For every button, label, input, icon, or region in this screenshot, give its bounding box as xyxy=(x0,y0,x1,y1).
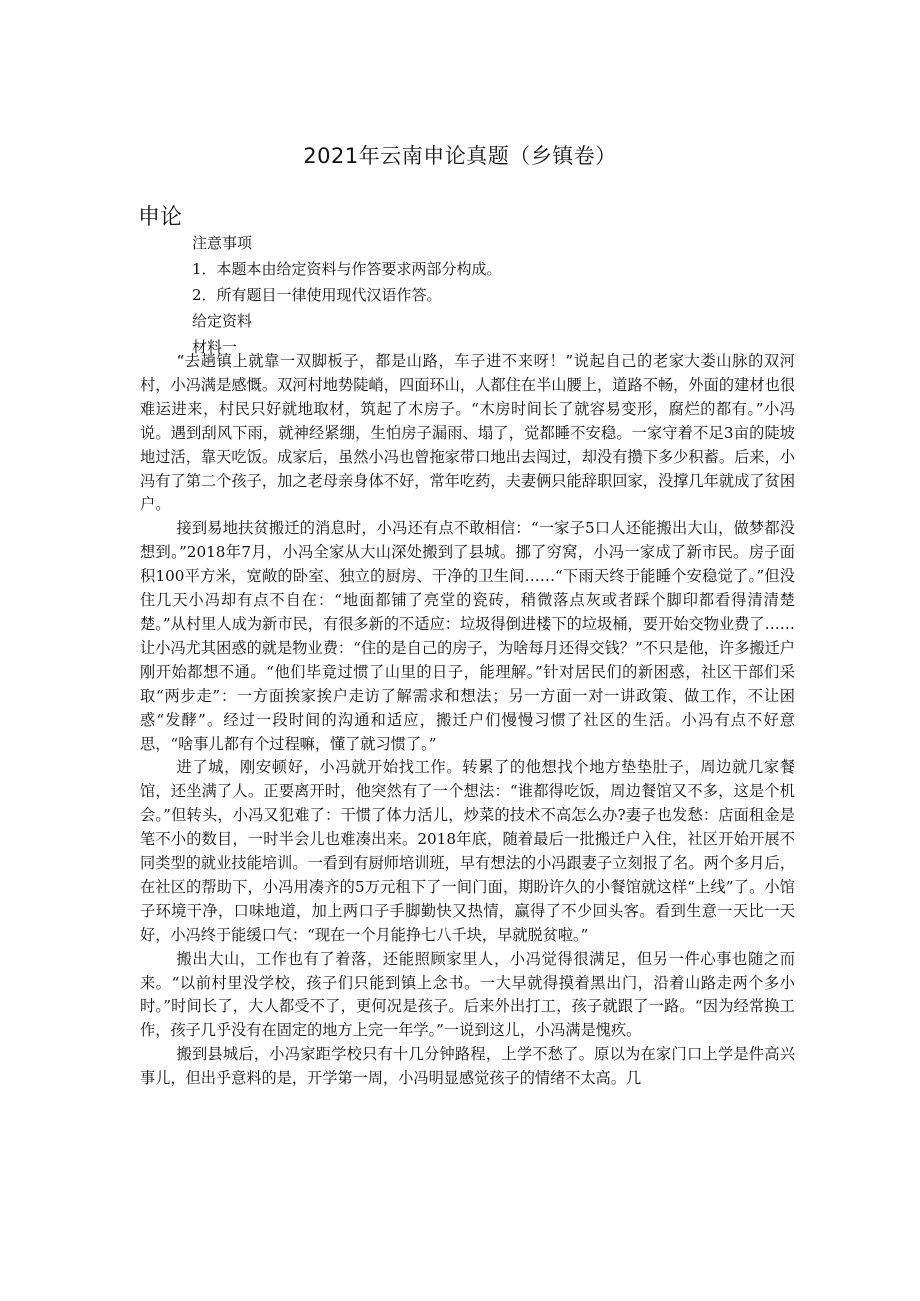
material-one-heading: 材料一 xyxy=(192,338,238,356)
notes-heading: 注意事项 xyxy=(192,234,253,252)
note-item-2: 2．所有题目一律使用现代汉语作答。 xyxy=(192,286,442,304)
paragraph: 搬出大山，工作也有了着落，还能照顾家里人，小冯觉得很满足，但另一件心事也随之而来。“以前村里没学校，孩子们只能到镇上念书。一大早就得摸着黑出门，沿着山路走两个多小时。”时间长了，大人都受不了，更何况是孩子。后来外出打工，孩子就跟了一路。“因为经常换工作，孩子几乎没有在固定的地方上完一年学。”一说到这儿，小冯满是愧疚。 xyxy=(140,949,795,1040)
paragraph: 搬到县城后，小冯家距学校只有十几分钟路程，上学不愁了。原以为在家门口上学是件高兴事儿，但出乎意料的是，开学第一周，小冯明显感觉孩子的情绪不太高。几 xyxy=(140,1045,795,1088)
paragraph: 接到易地扶贫搬迁的消息时，小冯还有点不敢相信：“一家子5口人还能搬出大山，做梦都没想到。”2018年7月，小冯全家从大山深处搬到了县城。挪了穷窝，小冯一家成了新市民。房子面积100平方米，宽敞的卧室、独立的厨房、干净的卫生间……“下雨天终于能睡个安稳觉了。”但没住几天小冯却有点不自在：“地面都铺了亮堂的瓷砖，稍微落点灰或者踩个脚印都看得清清楚楚。”从村里人成为新市民，有很多新的不适应：垃圾得倒进楼下的垃圾桶，要开始交物业费了……让小冯尤其困惑的就是物业费：“住的是自己的房子，为啥每月还得交钱？”不只是他，许多搬迁户刚开始都想不通。“他们毕竟过惯了山里的日子，能理解。”针对居民们的新困惑，社区干部们采取“两步走”：一方面挨家挨户走访了解需求和想法；另一方面一对一讲政策、做工作，不让困惑“发酵”。经过一段时间的沟通和适应，搬迁户们慢慢习惯了社区的生活。小冯有点不好意思，“啥事儿都有个过程嘛，懂了就习惯了。” xyxy=(140,519,795,753)
paragraph: “去趟镇上就靠一双脚板子，都是山路，车子进不来呀！”说起自己的老家大娄山脉的双河村，小冯满是感慨。双河村地势陡峭，四面环山，人都住在半山腰上，道路不畅，外面的建材也很难运进来，村民只好就地取材，筑起了木房子。“木房时间长了就容易变形，腐烂的都有。”小冯说。遇到刮风下雨，就神经紧绷，生怕房子漏雨、塌了，觉都睡不安稳。一家守着不足3亩的陡坡地过活，靠天吃饭。成家后，虽然小冯也曾拖家带口地出去闯过，却没有攒下多少积蓄。后来，小冯有了第二个孩子，加之老母亲身体不好，常年吃药，夫妻俩只能辞职回家，没撑几年就成了贫困户。 xyxy=(140,352,795,514)
material-body xyxy=(140,350,795,1091)
paragraph: 进了城，刚安顿好，小冯就开始找工作。转累了的他想找个地方垫垫肚子，周边就几家餐馆，还坐满了人。正要离开时，他突然有了一个想法：“谁都得吃饭，周边餐馆又不多，这是个机会。”但转头，小冯又犯难了：干惯了体力活儿，炒菜的技术不高怎么办?妻子也发愁：店面租金是笔不小的数目，一时半会儿也难凑出来。2018年底，随着最后一批搬迁户入住，社区开始开展不同类型的就业技能培训。一看到有厨师培训班，早有想法的小冯跟妻子立刻报了名。两个多月后，在社区的帮助下，小冯用凑齐的5万元租下了一间门面，期盼许久的小餐馆就这样“上线”了。小馆子环境干净，口味地道，加上两口子手脚勤快又热情，赢得了不少回头客。看到生意一天比一天好，小冯终于能缓口气：“现在一个月能挣七八千块，早就脱贫啦。” xyxy=(140,758,795,944)
notes-block xyxy=(192,230,792,360)
section-heading: 申论 xyxy=(138,205,183,230)
document-title: 2021年云南申论真题（乡镇卷） xyxy=(303,144,617,168)
note-item-1: 1．本题本由给定资料与作答要求两部分构成。 xyxy=(192,260,502,278)
materials-heading: 给定资料 xyxy=(192,312,253,330)
